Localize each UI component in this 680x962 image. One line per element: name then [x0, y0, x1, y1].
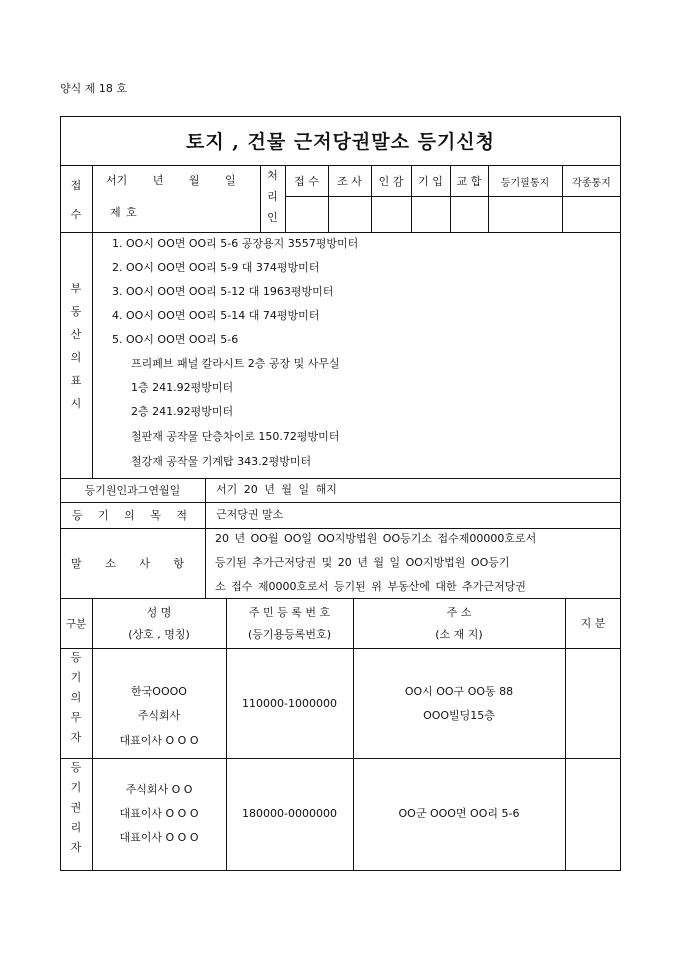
step-registry-notice: 등기필통지 — [500, 177, 550, 189]
purpose-value: 근저당권 말소 — [216, 508, 284, 521]
property-line: 철판재 공작물 단층차이로 150.72평방미터 — [131, 430, 340, 443]
property-line: 5. OO시 OO면 OO리 5-6 — [112, 333, 239, 346]
property-line: 4. OO시 OO면 OO리 5-14 대 74평방미터 — [112, 309, 320, 322]
rule-property-label — [92, 232, 93, 478]
reception-label — [60, 180, 92, 220]
step-entry: 기 입 — [418, 175, 443, 188]
id-header-sub: (등기용등록번호) — [248, 628, 331, 641]
cause-label: 등기원인과그연월일 — [84, 484, 181, 497]
form-title: 토지 , 건물 근저당권말소 등기신청 — [60, 116, 621, 166]
rule-cancellation-bottom — [60, 598, 621, 599]
rule-obligor-bottom — [60, 758, 621, 759]
step-review: 조 사 — [337, 175, 362, 188]
obligee-address: OO군 OOO면 OO리 5-6 — [398, 807, 520, 820]
property-label-char: 시 — [70, 397, 82, 410]
property-line: 2층 241.92평방미터 — [131, 405, 234, 418]
reception-date: 서기 년 월 일 — [106, 174, 236, 187]
property-line: 1층 241.92평방미터 — [131, 381, 234, 394]
obligee-name-line: 대표이사 O O O — [119, 831, 199, 844]
obligor-id: 110000-1000000 — [242, 696, 337, 710]
property-line: 1. OO시 OO면 OO리 5-6 공장용지 3557평방미터 — [112, 237, 359, 250]
property-label-char: 표 — [70, 374, 82, 387]
cancellation-line: 등기된 추가근저당권 및 20 년 월 일 OO지방법원 OO등기 — [215, 556, 510, 569]
obligee-label-char: 등 — [70, 761, 82, 774]
process-label-char: 처 — [267, 169, 278, 182]
process-label-char: 인 — [267, 211, 278, 224]
cancellation-line: 20 년 OO월 OO일 OO지방법원 OO등기소 접수제00000호로서 — [215, 532, 537, 545]
property-label-char: 산 — [70, 328, 82, 341]
rule-reception-label — [92, 166, 93, 232]
obligee-label-char: 리 — [70, 821, 82, 834]
name-header-sub: (상호 , 명칭) — [128, 628, 190, 641]
obligee-label-char: 기 — [70, 781, 82, 794]
property-line: 프리페브 패널 칼라시트 2층 공장 및 사무실 — [131, 357, 340, 370]
reception-label-char: 접 — [70, 179, 82, 192]
property-label-char: 부 — [70, 282, 82, 295]
obligee-label-char: 권 — [70, 801, 82, 814]
property-line: 3. OO시 OO면 OO리 5-12 대 1963평방미터 — [112, 285, 334, 298]
obligor-label-char: 등 — [70, 651, 82, 664]
step-seal: 인 감 — [378, 175, 404, 188]
type-header: 구분 — [65, 617, 87, 630]
obligee-id: 180000-0000000 — [242, 806, 337, 820]
property-label-char: 의 — [70, 351, 82, 364]
purpose-label: 등 기 의 목 적 — [71, 509, 194, 522]
obligor-label-char: 무 — [70, 711, 82, 724]
property-line: 철강재 공작물 기계탑 343.2평방미터 — [131, 455, 312, 468]
step-various-notice: 각종통지 — [572, 177, 611, 189]
obligor-name-line: 주식회사 — [137, 709, 181, 722]
form-number: 양식 제 18 호 — [60, 82, 127, 95]
obligee-name-line: 주식회사 O O — [125, 783, 193, 796]
obligor-address-line: OOO빌딩15층 — [423, 709, 495, 722]
reception-number: 제 호 — [110, 206, 137, 219]
obligor-name-line: 대표이사 O O O — [119, 734, 199, 747]
obligee-label — [60, 762, 92, 853]
step-check: 교 합 — [456, 175, 482, 188]
obligee-label-char: 자 — [70, 841, 82, 854]
obligor-label-char: 기 — [70, 671, 82, 684]
property-line: 2. OO시 OO면 OO리 5-9 대 374평방미터 — [112, 261, 320, 274]
rule-reception-bottom — [60, 232, 621, 233]
reception-label-char: 수 — [70, 208, 82, 221]
cancellation-line: 소 접수 제0000호로서 등기된 위 부동산에 대한 추가근저당권 — [215, 580, 526, 593]
rule-steps-header — [285, 196, 621, 197]
obligor-label — [60, 652, 92, 743]
step-reception: 접 수 — [294, 175, 319, 188]
property-label — [60, 283, 92, 409]
obligor-label-char: 의 — [70, 691, 82, 704]
rule-label-column — [205, 478, 206, 598]
address-header: 주 소 — [446, 606, 472, 619]
rule-parties-header-bottom — [60, 648, 621, 649]
share-header: 지 분 — [580, 617, 606, 630]
property-label-char: 동 — [70, 305, 82, 318]
obligor-name-line: 한국OOOO — [131, 685, 187, 698]
name-header: 성 명 — [146, 606, 172, 619]
obligee-name-line: 대표이사 O O O — [119, 807, 199, 820]
process-label-char: 리 — [267, 190, 278, 203]
cancellation-label: 말 소 사 항 — [71, 557, 194, 570]
process-label — [260, 170, 285, 223]
obligor-label-char: 자 — [70, 731, 82, 744]
address-header-sub: (소 재 지) — [435, 628, 483, 641]
obligor-address-line: OO시 OO구 OO동 88 — [404, 685, 514, 698]
id-header: 주 민 등 록 번 호 — [248, 606, 331, 619]
cause-value: 서기 20 년 월 일 해지 — [216, 483, 337, 496]
